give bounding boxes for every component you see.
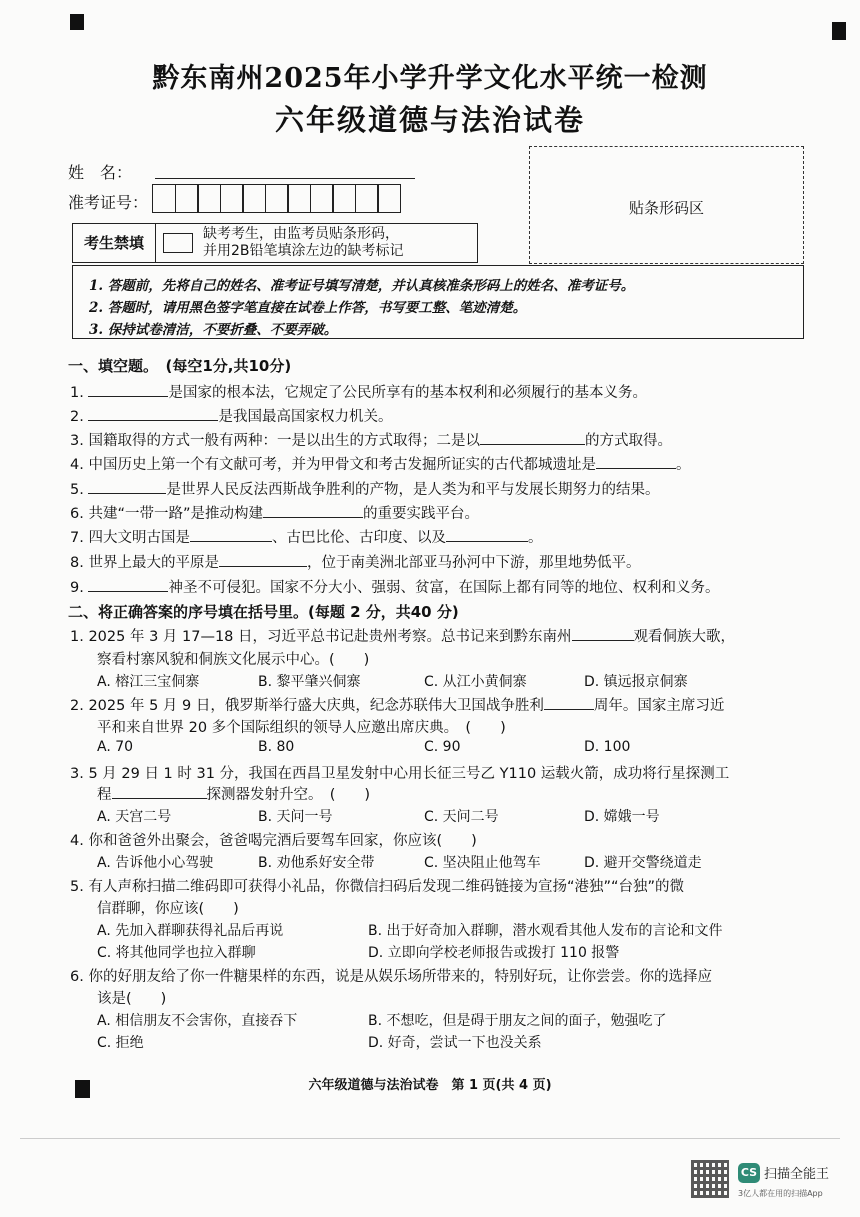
choice-question-6-cont: 该是( ) xyxy=(97,991,167,1007)
q1-option-d[interactable]: D. 镇远报京侗寨 xyxy=(584,674,688,690)
q3-option-a[interactable]: A. 天宫二号 xyxy=(97,809,172,825)
answer-blank[interactable] xyxy=(263,505,363,518)
q6-option-c[interactable]: C. 拒绝 xyxy=(97,1035,144,1051)
q1-option-b[interactable]: B. 黎平肇兴侗寨 xyxy=(258,674,361,690)
corner-mark-top-right xyxy=(832,22,846,40)
choice-question-3: 3. 5 月 29 日 1 时 31 分，我国在西昌卫星发射中心用长征三号乙 Y110 运载火箭，成功将行星探测工 xyxy=(70,766,730,782)
q4-option-c[interactable]: C. 坚决阻止他驾车 xyxy=(424,855,541,871)
q3-option-b[interactable]: B. 天问一号 xyxy=(258,809,333,825)
q6-option-a[interactable]: A. 相信朋友不会害你，直接吞下 xyxy=(97,1013,298,1029)
section2-heading: 二、将正确答案的序号填在括号里。(每题 2 分，共40 分) xyxy=(68,603,459,621)
q4-option-d[interactable]: D. 避开交警绕道走 xyxy=(584,855,702,871)
exam-title: 黔东南州2025年小学升学文化水平统一检测 xyxy=(152,63,708,94)
choice-question-4: 4. 你和爸爸外出聚会，爸爸喝完酒后要驾车回家，你应该( ) xyxy=(70,833,477,849)
q2-option-d[interactable]: D. 100 xyxy=(584,739,631,755)
qr-code-icon xyxy=(691,1160,729,1198)
answer-blank[interactable] xyxy=(88,579,168,592)
fill-question-1: 1. 是国家的根本法，它规定了公民所享有的基本权利和必须履行的基本义务。 xyxy=(70,385,647,401)
choice-question-2: 2. 2025 年 5 月 9 日，俄罗斯举行盛大庆典，纪念苏联伟大卫国战争胜利 周年。国家主席习近 xyxy=(70,698,725,714)
q1-option-c[interactable]: C. 从江小黄侗寨 xyxy=(424,674,527,690)
q5-option-b[interactable]: B. 出于好奇加入群聊，潜水观看其他人发布的言论和文件 xyxy=(368,923,723,939)
q2-option-a[interactable]: A. 70 xyxy=(97,739,134,755)
choice-question-2-cont: 平和来自世界 20 多个国际组织的领导人应邀出席庆典。 ( ) xyxy=(97,720,506,736)
name-field[interactable] xyxy=(155,160,415,179)
answer-blank[interactable] xyxy=(480,432,585,445)
fill-question-6: 6. 共建“一带一路”是推动构建 的重要实践平台。 xyxy=(70,506,479,522)
q5-option-a[interactable]: A. 先加入群聊获得礼品后再说 xyxy=(97,923,284,939)
section1-heading: 一、填空题。 (每空1分,共10分) xyxy=(68,357,292,375)
corner-mark-top-left xyxy=(70,14,84,30)
q2-option-b[interactable]: B. 80 xyxy=(258,739,295,755)
scanner-app-name: 扫描全能王 xyxy=(764,1167,830,1182)
choice-question-5-cont: 信群聊，你应该( ) xyxy=(97,901,239,917)
answer-blank[interactable] xyxy=(219,554,307,567)
fill-question-8: 8. 世界上最大的平原是 ，位于南美洲北部亚马孙河中下游，那里地势低平。 xyxy=(70,555,641,571)
answer-blank[interactable] xyxy=(88,481,166,494)
answer-blank[interactable] xyxy=(190,529,272,542)
page-footer: 六年级道德与法治试卷 第 1 页(共 4 页) xyxy=(308,1078,552,1093)
forbid-instructions: 缺考考生，由监考员贴条形码， 并用2B铅笔填涂左边的缺考标记 xyxy=(203,226,404,259)
note-3: 3. 保持试卷清洁，不要折叠、不要弄破。 xyxy=(89,322,338,338)
forbid-label: 考生禁填 xyxy=(73,224,156,262)
answer-blank[interactable] xyxy=(88,384,168,397)
q5-option-c[interactable]: C. 将其他同学也拉入群聊 xyxy=(97,945,256,961)
absent-mark-box xyxy=(72,223,478,263)
id-number-grid[interactable] xyxy=(152,184,400,213)
barcode-area xyxy=(529,146,804,264)
q4-option-b[interactable]: B. 劝他系好安全带 xyxy=(258,855,375,871)
answer-blank[interactable] xyxy=(596,456,676,469)
fill-question-9: 9. 神圣不可侵犯。国家不分大小、强弱、贫富，在国际上都有同等的地位、权利和义务。 xyxy=(70,580,720,596)
q4-option-a[interactable]: A. 告诉他小心驾驶 xyxy=(97,855,214,871)
fill-question-3: 3. 国籍取得的方式一般有两种：一是以出生的方式取得；二是以 的方式取得。 xyxy=(70,433,672,449)
fill-question-5: 5. 是世界人民反法西斯战争胜利的产物，是人类为和平与发展长期努力的结果。 xyxy=(70,482,660,498)
fill-question-2: 2. 是我国最高国家权力机关。 xyxy=(70,409,393,425)
scanner-tagline: 3亿人都在用的扫描App xyxy=(738,1189,823,1198)
note-2: 2. 答题时，请用黑色签字笔直接在试卷上作答，书写要工整、笔迹清楚。 xyxy=(89,300,527,316)
fill-question-7: 7. 四大文明古国是 、古巴比伦、古印度、以及 。 xyxy=(70,530,543,546)
choice-question-1-cont: 察看村寨风貌和侗族文化展示中心。( ) xyxy=(97,652,370,668)
note-1: 1. 答题前，先将自己的姓名、准考证号填写清楚，并认真核准条形码上的姓名、准考证号。 xyxy=(89,278,635,294)
q3-option-c[interactable]: C. 天问二号 xyxy=(424,809,499,825)
choice-question-6: 6. 你的好朋友给了你一件糖果样的东西，说是从娱乐场所带来的，特别好玩，让你尝尝。你的选择应 xyxy=(70,969,712,985)
choice-question-5: 5. 有人声称扫描二维码即可获得小礼品，你微信扫码后发现二维码链接为宣扬“港独”“台独”的微 xyxy=(70,879,684,895)
q3-option-d[interactable]: D. 嫦娥一号 xyxy=(584,809,660,825)
q2-option-c[interactable]: C. 90 xyxy=(424,739,461,755)
choice-question-1: 1. 2025 年 3 月 17—18 日，习近平总书记赴贵州考察。总书记来到黔东南州 观看侗族大歌， xyxy=(70,629,736,645)
divider xyxy=(20,1138,840,1139)
answer-blank[interactable] xyxy=(446,529,528,542)
q5-option-d[interactable]: D. 立即向学校老师报告或拨打 110 报警 xyxy=(368,945,620,961)
answer-blank[interactable] xyxy=(112,786,207,799)
absent-checkbox[interactable] xyxy=(163,233,193,253)
name-label: 姓 名： xyxy=(68,163,133,182)
exam-subtitle: 六年级道德与法治试卷 xyxy=(274,103,585,137)
q6-option-d[interactable]: D. 好奇，尝试一下也没关系 xyxy=(368,1035,542,1051)
scanner-logo-icon: CS xyxy=(738,1163,760,1183)
instructions-box xyxy=(72,265,804,339)
answer-blank[interactable] xyxy=(544,697,594,710)
choice-question-3-cont: 程 探测器发射升空。 ( ) xyxy=(97,787,371,803)
answer-blank[interactable] xyxy=(88,408,218,421)
answer-blank[interactable] xyxy=(572,628,634,641)
id-label: 准考证号： xyxy=(68,193,149,212)
barcode-label: 贴条形码区 xyxy=(628,199,704,217)
q1-option-a[interactable]: A. 榕江三宝侗寨 xyxy=(97,674,200,690)
fill-question-4: 4. 中国历史上第一个有文献可考，并为甲骨文和考古发掘所证实的古代都城遗址是 。 xyxy=(70,457,691,473)
q6-option-b[interactable]: B. 不想吃，但是碍于朋友之间的面子，勉强吃了 xyxy=(368,1013,667,1029)
